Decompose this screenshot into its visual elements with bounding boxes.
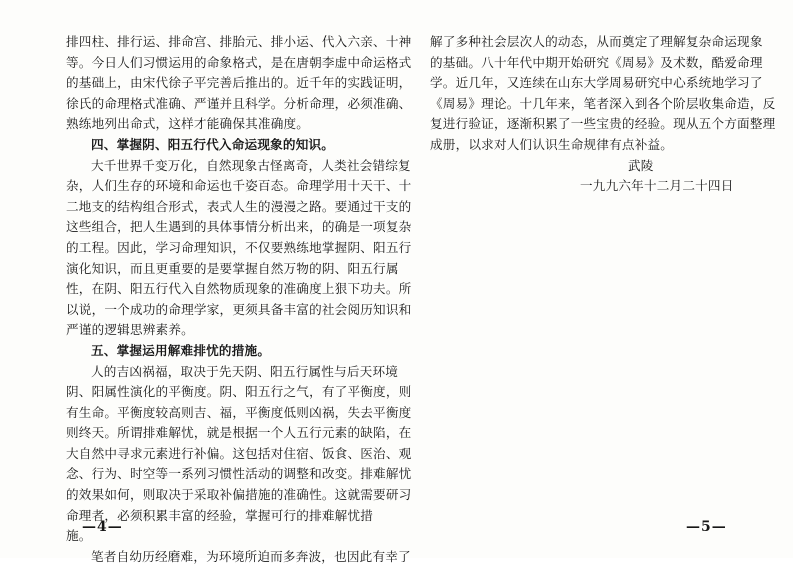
text-line: 的基础上，由宋代徐子平完善后推出的。近千年的实践证明， [66, 75, 412, 91]
text-line: 复进行验证，逐渐积累了一些宝贵的经验。现从五个方面整理 [430, 116, 776, 132]
text-line: 以说，一个成功的命理学家，更须具备丰富的社会阅历知识和 [66, 301, 412, 317]
text-line: 大千世界千变万化，自然现象古怪离奇，人类社会错综复 [91, 157, 411, 173]
text-line: 学。近几年，又连续在山东大学周易研究中心系统地学习了 [430, 75, 763, 91]
page-number-right: —5— [686, 519, 727, 535]
text-line: 排四柱、排行运、排命宫、排胎元、排小运、代入六亲、十神 [66, 34, 412, 49]
author-signature: 武陵 [628, 157, 654, 173]
text-line: 熟练地列出命式，这样才能确保其准确度。 [66, 116, 310, 132]
text-line: 性，在阴、阳五行代入自然物质现象的准确度上狠下功夫。所 [66, 281, 412, 297]
text-line: 念、行为、时空等一系列习惯性活动的调整和改变。排难解忧 [66, 466, 412, 482]
right-page [430, 32, 776, 197]
text-line: 演化知识，而且更重要的是要掌握自然万物的阴、阳五行属 [66, 260, 399, 276]
text-line: 阴、阳属性演化的平衡度。阴、阳五行之气，有了平衡度，则 [66, 384, 412, 400]
text-line: 徐氏的命理格式准确、严谨并且科学。分析命理，必须准确、 [66, 95, 412, 111]
text-line: 命理者，必须积累丰富的经验，掌握可行的排难解忧措 [66, 507, 374, 523]
text-line: 的效果如何，则取决于采取补偏措施的准确性。这就需要研习 [66, 487, 412, 503]
text-line: 的工程。因此，学习命理知识，不仅要熟练地掌握阴、阳五行 [66, 239, 412, 255]
text-line: 人的吉凶祸福，取决于先天阴、阳五行属性与后天环境 [91, 363, 399, 379]
text-line: 二地支的结构组合形式，表式人生的漫漫之路。要通过干支的 [66, 198, 412, 214]
section-heading-4: 四、掌握阴、阳五行代入命运现象的知识。 [91, 136, 335, 152]
section-heading-5: 五、掌握运用解难排忧的措施。 [91, 342, 271, 358]
text-line: 《周易》理论。十几年来，笔者深入到各个阶层收集命造，反 [430, 95, 776, 111]
page-number-left: —4— [82, 519, 123, 535]
text-line: 的基础。八十年代中期开始研究《周易》及术数，酷爱命理 [430, 54, 763, 70]
text-line: 大自然中寻求元素进行补偏。这包括对住宿、饭食、医治、观 [66, 445, 412, 461]
text-line: 则终天。所谓排难解忧，就是根据一个人五行元素的缺陷，在 [66, 425, 412, 441]
text-line: 笔者自幼历经磨难，为环境所迫而多奔波，也因此有幸了 [91, 548, 411, 564]
text-line: 严谨的逻辑思辨素养。 [66, 322, 194, 338]
text-line: 等。今日人们习惯运用的命象格式，是在唐朝李虚中命运格式 [66, 54, 412, 70]
left-page [66, 32, 412, 567]
text-line: 这些组合，把人生遇到的具体事情分析出来，的确是一项复杂 [66, 219, 412, 235]
text-line: 解了多种社会层次人的动态，从而奠定了理解复杂命运现象 [430, 34, 763, 49]
text-line: 施。 [66, 528, 92, 544]
preface-date: 一九九六年十二月二十四日 [580, 178, 734, 194]
text-line: 有生命。平衡度较高则吉、福，平衡度低则凶祸，失去平衡度 [66, 404, 412, 420]
text-line: 杂，人们生存的环境和命运也千姿百态。命理学用十天干、十 [66, 178, 412, 194]
text-line: 成册，以求对人们认识生命规律有点补益。 [430, 136, 674, 152]
